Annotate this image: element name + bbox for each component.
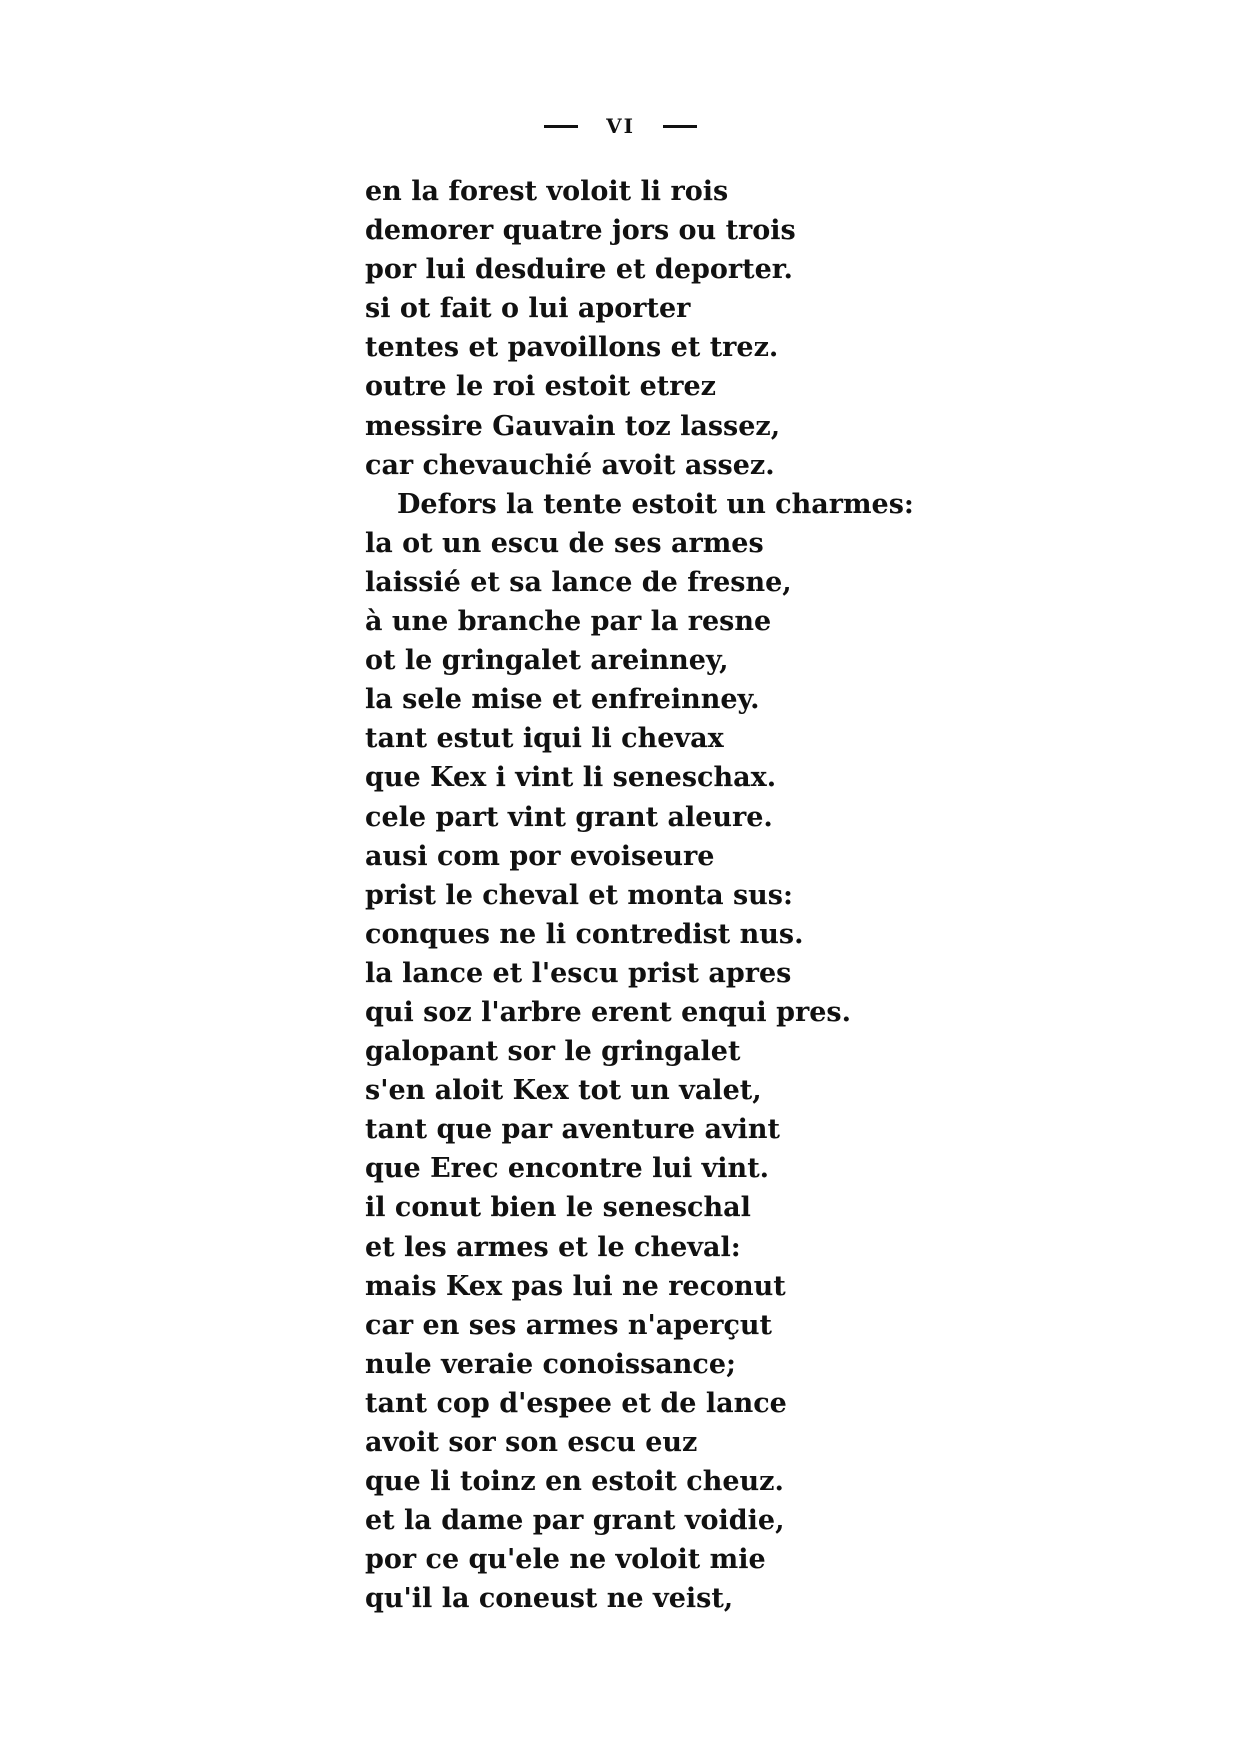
verse-line: que Kex i vint li seneschax. bbox=[365, 762, 777, 794]
verse-line: cele part vint grant aleure. bbox=[365, 801, 773, 833]
verse-line: la lance et l'escu prist apres bbox=[365, 957, 792, 989]
verse-line: il conut bien le seneschal bbox=[365, 1192, 751, 1224]
verse-line: à une branche par la resne bbox=[365, 606, 772, 638]
verse-line: Defors la tente estoit un charmes: bbox=[397, 488, 914, 520]
header-dash-right bbox=[663, 125, 697, 128]
verse-line: conques ne li contredist nus. bbox=[365, 918, 804, 950]
page-number: VI bbox=[606, 114, 635, 138]
verse-line: qu'il la coneust ne veist, bbox=[365, 1583, 734, 1615]
verse-line: por ce qu'ele ne voloit mie bbox=[365, 1544, 766, 1576]
verse-line: por lui desduire et deporter. bbox=[365, 254, 793, 286]
verse-line: avoit sor son escu euz bbox=[365, 1427, 698, 1458]
verse-line: tant que par aventure avint bbox=[365, 1114, 780, 1146]
verse-line: car en ses armes n'aperçut bbox=[365, 1309, 773, 1341]
verse-line: prist le cheval et monta sus: bbox=[365, 879, 793, 911]
verse-line: outre le roi estoit etrez bbox=[365, 371, 717, 403]
verse-line: tant cop d'espee et de lance bbox=[365, 1387, 787, 1419]
verse-line: ausi com por evoiseure bbox=[365, 840, 715, 872]
verse-line: et la dame par grant voidie, bbox=[365, 1505, 785, 1537]
verse-line: ot le gringalet areinney, bbox=[365, 645, 729, 677]
verse-line: messire Gauvain toz lassez, bbox=[365, 410, 781, 442]
page-header bbox=[0, 112, 1241, 138]
poem-text bbox=[365, 172, 985, 1618]
verse-line: laissié et sa lance de fresne, bbox=[365, 566, 792, 598]
verse-line: que Erec encontre lui vint. bbox=[365, 1153, 770, 1185]
verse-line: galopant sor le gringalet bbox=[365, 1036, 741, 1068]
verse-line: car chevauchié avoit assez. bbox=[365, 449, 775, 481]
verse-line: la sele mise et enfreinney. bbox=[365, 684, 760, 716]
verse-line: tant estut iqui li chevax bbox=[365, 723, 724, 755]
verse-line: tentes et pavoillons et trez. bbox=[365, 332, 779, 364]
verse-line: qui soz l'arbre erent enqui pres. bbox=[365, 996, 851, 1028]
verse-line: que li toinz en estoit cheuz. bbox=[365, 1466, 784, 1498]
verse-line: s'en aloit Kex tot un valet, bbox=[365, 1075, 762, 1107]
verse-line: demorer quatre jors ou trois bbox=[365, 215, 796, 247]
verse-line: nule veraie conoissance; bbox=[365, 1348, 736, 1380]
verse-line: et les armes et le cheval: bbox=[365, 1231, 741, 1263]
verse-line: la ot un escu de ses armes bbox=[365, 527, 764, 559]
verse-line: en la forest voloit li rois bbox=[365, 176, 729, 207]
verse-line: si ot fait o lui aporter bbox=[365, 293, 691, 325]
header-dash-left bbox=[544, 125, 578, 128]
verse-line: mais Kex pas lui ne reconut bbox=[365, 1270, 786, 1302]
